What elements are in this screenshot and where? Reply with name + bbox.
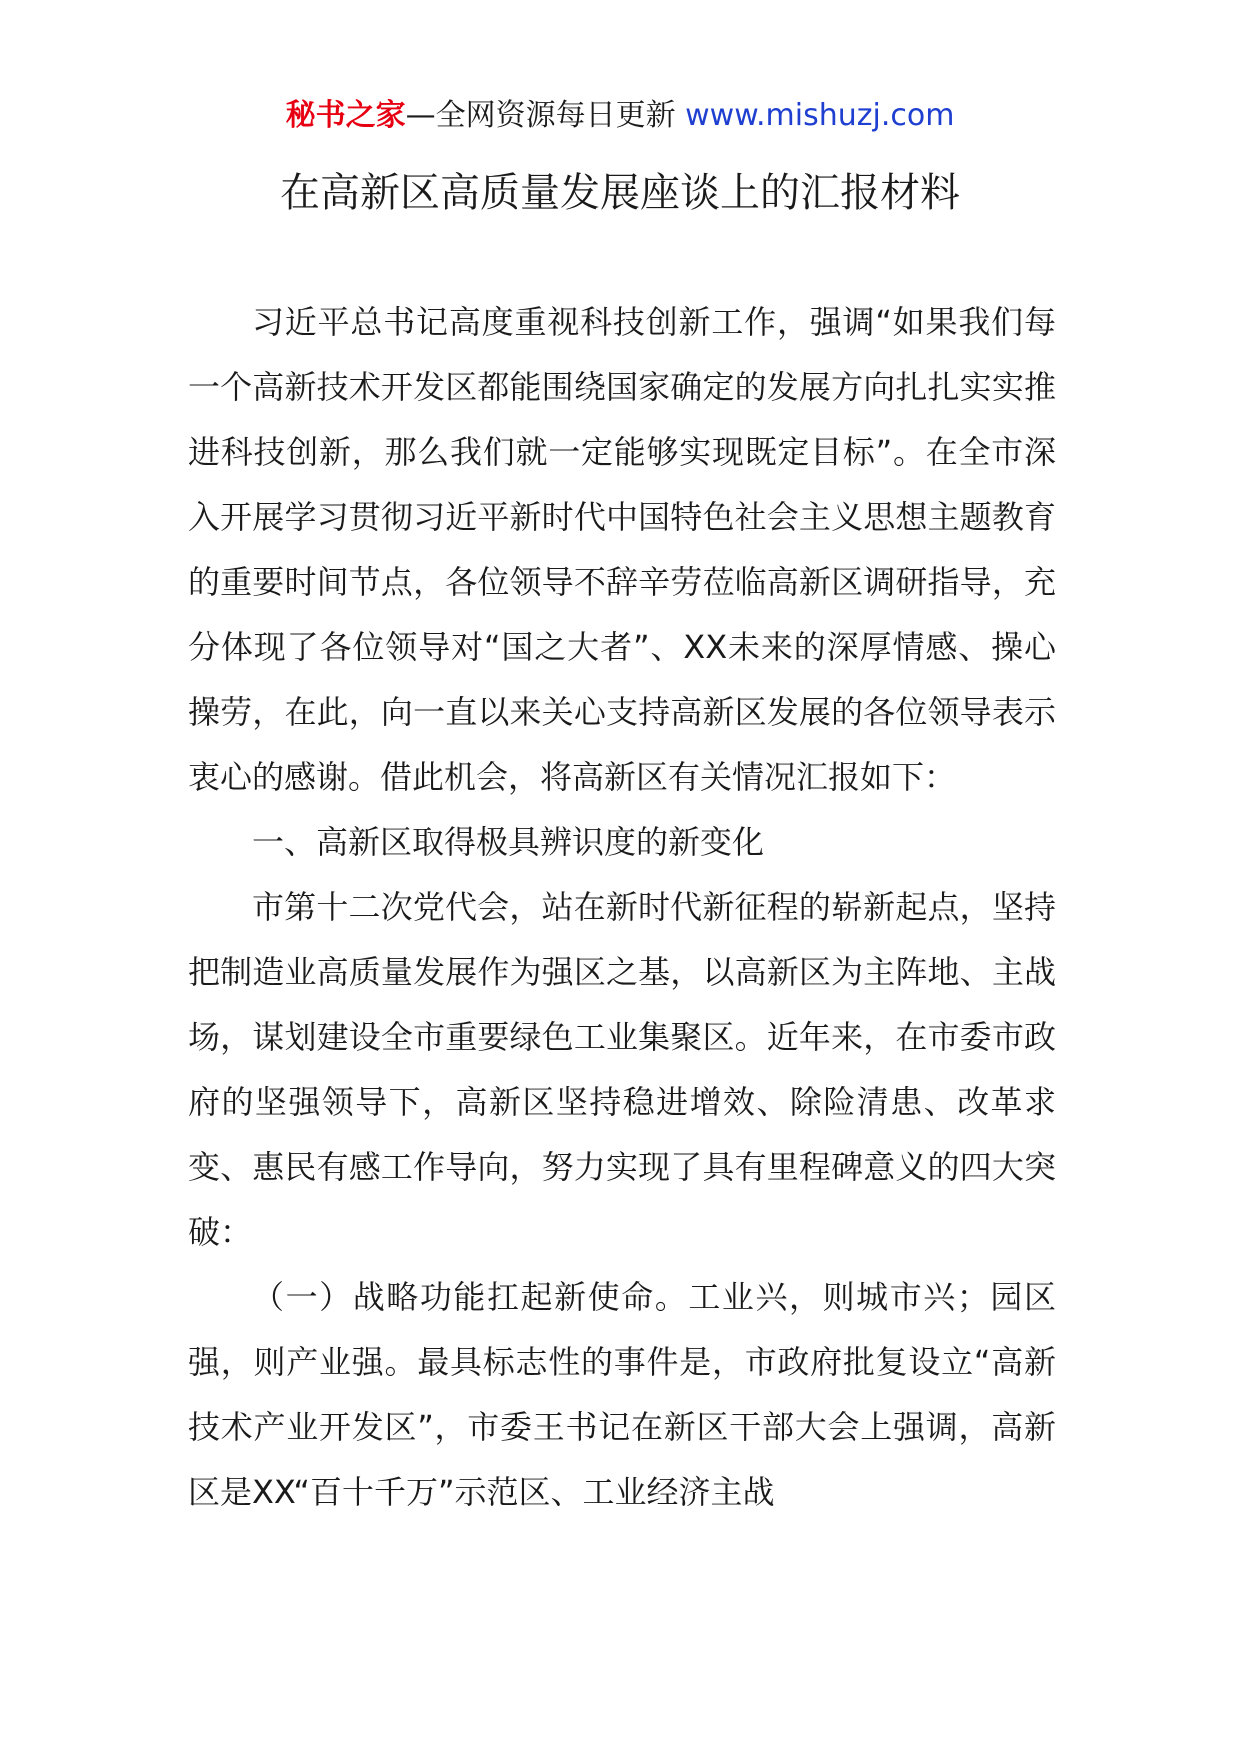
site-header — [0, 96, 1240, 136]
paragraph-intro: 习近平总书记高度重视科技创新工作，强调“如果我们每一个高新技术开发区都能围绕国家确定的发展方向扎扎实实推进科技创新，那么我们就一定能够实现既定目标”。在全市深入开展学习贯彻习近平新时代中国特色社会主义思想主题教育的重要时间节点，各位领导不辞辛劳莅临高新区调研指导，充分体现了各位领导对“国之大者”、XX未来的深厚情感、操心操劳，在此，向一直以来关心支持高新区发展的各位领导表示衷心的感谢。借此机会，将高新区有关情况汇报如下： — [188, 303, 1056, 796]
brand-logo-text: 秘书之家 — [285, 98, 406, 133]
document-body — [188, 290, 1056, 1525]
site-url-link[interactable]: www.mishuzj.com — [685, 98, 955, 133]
document-title: 在高新区高质量发展座谈上的汇报材料 — [280, 170, 960, 216]
header-tagline: —全网资源每日更新 — [405, 98, 676, 133]
paragraph-subsection-1: （一）战略功能扛起新使命。工业兴，则城市兴；园区强，则产业强。最具标志性的事件是，市政府批复设立“高新技术产业开发区”，市委王书记在新区干部大会上强调，高新区是XX“百十千万”示范区、工业经济主战 — [188, 1278, 1056, 1511]
section-heading: 一、高新区取得极具辨识度的新变化 — [252, 823, 765, 861]
paragraph-overview: 市第十二次党代会，站在新时代新征程的崭新起点，坚持把制造业高质量发展作为强区之基，以高新区为主阵地、主战场，谋划建设全市重要绿色工业集聚区。近年来，在市委市政府的坚强领导下，高新区坚持稳进增效、除险清患、改革求变、惠民有感工作导向，努力实现了具有里程碑意义的四大突破： — [188, 888, 1056, 1251]
